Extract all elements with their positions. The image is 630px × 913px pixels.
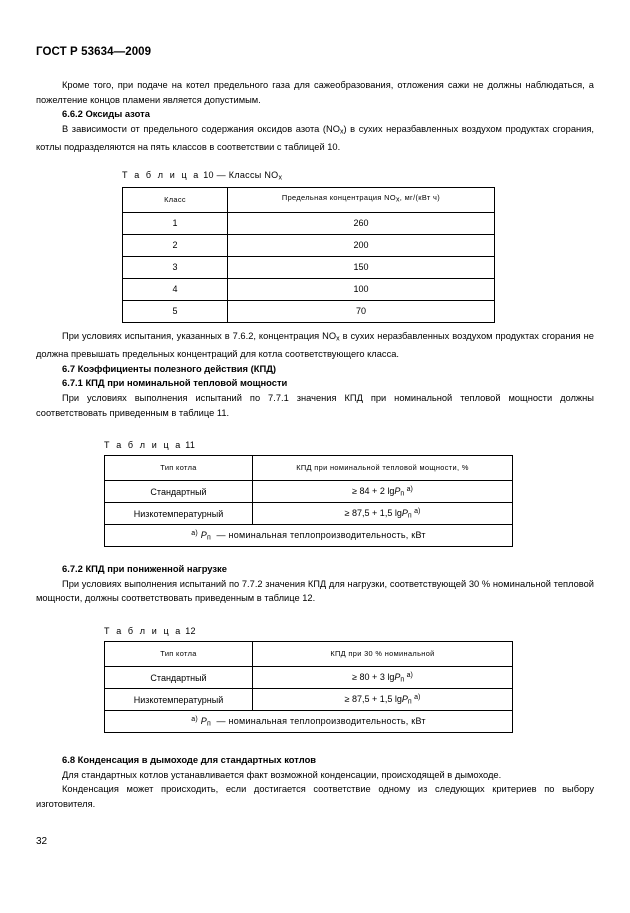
heading-6-7: 6.7 Коэффициенты полезного действия (КПД) bbox=[62, 362, 276, 374]
table-11-footnote-text: — номинальная теплопроизводительность, кВт bbox=[216, 529, 426, 540]
table-row bbox=[105, 689, 513, 711]
table-12-formula-variable: P bbox=[401, 693, 408, 704]
table-12-cell-formula bbox=[253, 667, 513, 689]
table-12-col-efficiency: КПД при 30 % номинальной bbox=[253, 642, 513, 667]
table-row bbox=[123, 256, 495, 278]
table-10-caption-number: 10 bbox=[203, 170, 214, 180]
table-12-col-boiler-type: Тип котла bbox=[105, 642, 253, 667]
table-11-cell-type: Стандартный bbox=[105, 481, 253, 503]
table-11-col-boiler-type: Тип котла bbox=[105, 456, 253, 481]
text-block-middle bbox=[36, 329, 594, 420]
table-row bbox=[123, 212, 495, 234]
paragraph-condensation-fact: Для стандартных котлов устанавливается факт возможной конденсации, происходящей в дымоходе. bbox=[62, 769, 502, 780]
table-10-col-class: Класс bbox=[123, 187, 228, 212]
table-11-footnote bbox=[105, 525, 513, 547]
paragraph-nox-test-part-a: При условиях испытания, указанных в 7.6.2, концентрация NO bbox=[62, 331, 337, 341]
table-11-cell-type: Низкотемпературный bbox=[105, 503, 253, 525]
text-block-672 bbox=[36, 562, 594, 606]
table-12-formula-prefix: ≥ 87,5 + 1,5 lg bbox=[344, 693, 402, 704]
paragraph-efficiency-partial: При условиях выполнения испытаний по 7.7.2 значения КПД для нагрузки, соответствующей 30 % номинальной тепловой мощности, должны соответствовать приведенным в таблице 12. bbox=[36, 578, 594, 604]
table-10 bbox=[122, 187, 495, 323]
table-10-cell-limit: 260 bbox=[228, 212, 495, 234]
table-12-header-row bbox=[105, 642, 513, 667]
table-11-formula-variable: P bbox=[394, 485, 401, 496]
paragraph-efficiency-nominal: При условиях выполнения испытаний по 7.7.1 значения КПД при номинальной тепловой мощности должны соответствовать приведенным в таблице 11. bbox=[36, 392, 594, 418]
table-12-footnote-text: — номинальная теплопроизводительность, кВт bbox=[216, 715, 426, 726]
table-10-cell-class: 1 bbox=[123, 212, 228, 234]
running-head: ГОСТ Р 53634—2009 bbox=[36, 46, 152, 58]
table-11-block bbox=[104, 440, 513, 547]
table-10-block bbox=[122, 170, 495, 323]
table-10-caption bbox=[122, 170, 495, 182]
paragraph-nox-classes-part-a: В зависимости от предельного содержания оксидов азота (NO bbox=[62, 123, 340, 134]
table-12-formula-prefix: ≥ 80 + 3 lg bbox=[352, 671, 395, 682]
table-row bbox=[123, 300, 495, 322]
table-11-formula-footnote-mark: а) bbox=[406, 485, 413, 493]
table-12-footnote-variable: P bbox=[200, 715, 207, 726]
nox-subscript: x bbox=[339, 128, 344, 136]
table-11-formula-variable-subscript: п bbox=[400, 490, 405, 498]
table-11-caption bbox=[104, 440, 513, 450]
table-11-footnote-variable: P bbox=[200, 529, 207, 540]
heading-6-7-1: 6.7.1 КПД при номинальной тепловой мощности bbox=[62, 377, 288, 389]
table-10-caption-subscript: x bbox=[278, 174, 283, 182]
table-11-caption-number: 11 bbox=[185, 440, 196, 450]
paragraph-nox-classes bbox=[36, 122, 594, 155]
table-10-cell-limit: 200 bbox=[228, 234, 495, 256]
paragraph-condensation-criteria: Конденсация может происходить, если достигается соответствие одному из следующих критериев по выбору изготовителя. bbox=[36, 784, 594, 809]
table-10-cell-class: 4 bbox=[123, 278, 228, 300]
paragraph-nox-test bbox=[36, 329, 594, 362]
table-11-formula-footnote-mark: а) bbox=[414, 507, 421, 515]
table-11-cell-formula bbox=[253, 503, 513, 525]
table-11-formula-variable: P bbox=[401, 507, 408, 518]
table-12-footnote-variable-subscript: п bbox=[206, 720, 212, 728]
table-row bbox=[123, 234, 495, 256]
table-12-formula-variable: P bbox=[394, 671, 401, 682]
heading-6-7-2: 6.7.2 КПД при пониженной нагрузке bbox=[62, 563, 227, 574]
table-11-col-efficiency: КПД при номинальной тепловой мощности, % bbox=[253, 456, 513, 481]
table-10-cell-class: 3 bbox=[123, 256, 228, 278]
table-row bbox=[105, 481, 513, 503]
heading-6-6-2: 6.6.2 Оксиды азота bbox=[62, 108, 150, 120]
table-10-caption-dash: — bbox=[216, 170, 226, 180]
table-10-cell-limit: 70 bbox=[228, 300, 495, 322]
table-12-caption-number: 12 bbox=[185, 626, 196, 636]
table-10-col-limit-part-a: Предельная концентрация NO bbox=[281, 193, 396, 203]
table-11-caption-word: Т а б л и ц а bbox=[104, 440, 183, 450]
table-12-formula-variable-subscript: п bbox=[407, 698, 412, 706]
table-12-caption-word: Т а б л и ц а bbox=[104, 626, 183, 636]
table-10-cell-class: 2 bbox=[123, 234, 228, 256]
table-12-block bbox=[104, 626, 513, 733]
table-12-cell-type: Низкотемпературный bbox=[105, 689, 253, 711]
table-row bbox=[105, 503, 513, 525]
table-10-cell-class: 5 bbox=[123, 300, 228, 322]
table-10-col-limit-subscript: x bbox=[395, 196, 400, 204]
table-11-header-row bbox=[105, 456, 513, 481]
table-10-header-row bbox=[123, 187, 495, 212]
table-10-cell-limit: 150 bbox=[228, 256, 495, 278]
table-11 bbox=[104, 455, 513, 547]
table-12 bbox=[104, 641, 513, 733]
table-12-formula-variable-subscript: п bbox=[400, 676, 405, 684]
nox-subscript: x bbox=[336, 335, 340, 343]
paragraph-nox-classes-part-b: ) в сухих неразбавленных воздухом продуктах сгорания, котлы подразделяются на пять классов в соответствии с таблицей 10. bbox=[36, 123, 594, 152]
table-12-cell-type: Стандартный bbox=[105, 667, 253, 689]
heading-6-8: 6.8 Конденсация в дымоходе для стандартных котлов bbox=[62, 754, 317, 765]
table-10-col-limit bbox=[228, 187, 495, 212]
table-12-formula-footnote-mark: а) bbox=[406, 671, 413, 679]
table-11-formula-prefix: ≥ 87,5 + 1,5 lg bbox=[344, 507, 402, 518]
table-10-caption-title: Классы NO bbox=[228, 170, 279, 180]
table-12-footnote bbox=[105, 711, 513, 733]
paragraph-soot: Кроме того, при подаче на котел предельного газа для сажеобразования, отложения сажи не должны наблюдаться, а пожелтение концов пламени является допустимым. bbox=[36, 80, 594, 105]
paragraph-nox-test-part-b: в сухих неразбавленных воздухом продуктах сгорания не должна превышать предельных концентраций для котла соответствующего класса. bbox=[36, 331, 594, 360]
table-10-cell-limit: 100 bbox=[228, 278, 495, 300]
table-12-footnote-row bbox=[105, 711, 513, 733]
table-12-caption bbox=[104, 626, 513, 636]
text-block-top bbox=[36, 78, 594, 155]
table-11-cell-formula bbox=[253, 481, 513, 503]
table-11-formula-prefix: ≥ 84 + 2 lg bbox=[352, 485, 395, 496]
table-12-cell-formula bbox=[253, 689, 513, 711]
table-11-footnote-mark: а) bbox=[191, 529, 198, 537]
table-11-footnote-row bbox=[105, 525, 513, 547]
text-block-68 bbox=[36, 753, 594, 811]
table-11-footnote-variable-subscript: п bbox=[206, 534, 212, 542]
table-12-formula-footnote-mark: а) bbox=[414, 693, 421, 701]
table-row bbox=[105, 667, 513, 689]
table-10-col-limit-part-b: , мг/(кВт ч) bbox=[399, 193, 441, 203]
table-row bbox=[123, 278, 495, 300]
table-12-footnote-mark: а) bbox=[191, 715, 198, 723]
table-11-formula-variable-subscript: п bbox=[407, 512, 412, 520]
table-10-caption-word: Т а б л и ц а bbox=[122, 170, 201, 180]
page-number: 32 bbox=[36, 836, 48, 847]
